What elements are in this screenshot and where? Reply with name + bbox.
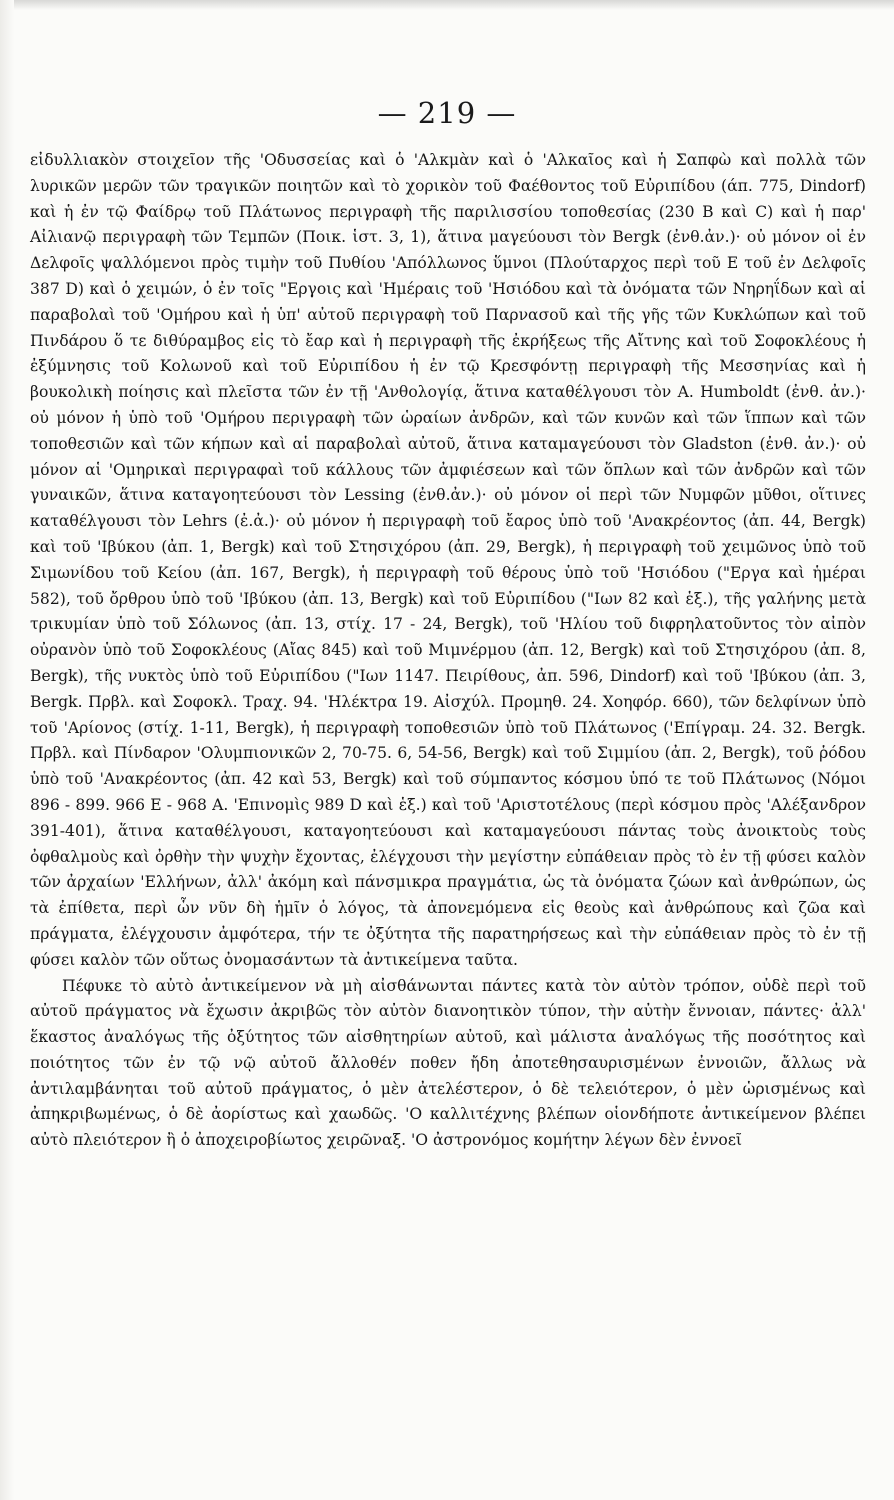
scan-left-edge — [0, 0, 14, 1500]
paragraph-1: εἰδυλλιακὸν στοιχεῖον τῆς 'Οδυσσείας καὶ ὁ 'Αλκμὰν καὶ ὁ 'Αλκαῖος καὶ ἡ Σαπφὼ καὶ πολλὰ τῶν λυρικῶν μερῶν τῶν τραγικῶν ποιητῶν καὶ τὸ χορικὸν τοῦ Φαέθοντος τοῦ Εὐριπίδου (άπ. 775, Dindorf) καὶ ἡ ἐν τῷ Φαίδρῳ τοῦ Πλάτωνος περιγραφὴ τῆς παριλισσίου τοποθεσίας (230 B καὶ C) καὶ ἡ παρ' Αἰλιανῷ περιγραφὴ τῶν Τεμπῶν (Ποικ. ἱστ. 3, 1), ἅτινα μαγεύουσι τὸν Bergk (ἐνθ.ἀν.)· οὐ μόνον οἱ ἐν Δελφοῖς ψαλλόμενοι πρὸς τιμὴν τοῦ Πυθίου 'Απόλλωνος ὕμνοι (Πλούταρχος περὶ τοῦ E τοῦ ἐν Δελφοῖς 387 D) καὶ ὁ χειμών, ὁ ἐν τοῖς "Εργοις καὶ 'Ημέραις τοῦ 'Ησιόδου καὶ τὰ ὀνόματα τῶν Νηρηΐδων καὶ αἱ παραβολαὶ τοῦ 'Ομήρου καὶ ἡ ὑπ' αὐτοῦ περιγραφὴ τοῦ Παρνασοῦ καὶ τῆς γῆς τῶν Κυκλώπων καὶ τοῦ Πινδάρου ὅ τε διθύραμβος εἰς τὸ ἔαρ καὶ ἡ περιγραφὴ τῆς ἐκρήξεως τῆς Αἴτνης καὶ τοῦ Σοφοκλέους ἡ ἐξύμνησις τοῦ Κολωνοῦ καὶ τοῦ Εὐριπίδου ἡ ἐν τῷ Κρεσφόντῃ περιγραφὴ τῆς Μεσσηνίας καὶ ἡ βουκολικὴ ποίησις καὶ πλεῖστα τῶν ἐν τῇ 'Ανθολογίᾳ, ἅτινα καταθέλγουσι τὸν A. Humboldt (ἐνθ. ἀν.)· οὐ μόνον ἡ ὑπὸ τοῦ 'Ομήρου περιγραφὴ τῶν ὡραίων ἀνδρῶν, καὶ τῶν κυνῶν καὶ τῶν ἵππων καὶ τῶν τοποθεσιῶν καὶ τῶν κήπων καὶ αἱ παραβολαὶ αὐτοῦ, ἅτινα καταμαγεύουσι τὸν Gladston (ἐνθ. ἀν.)· οὐ μόνον αἱ 'Ομηρικαὶ περιγραφαὶ τοῦ κάλλους τῶν ἀμφιέσεων καὶ τῶν ὅπλων καὶ τῶν ἀνδρῶν καὶ τῶν γυναικῶν, ἅτινα καταγοητεύουσι τὸν Lessing (ἐνθ.ἀν.)· οὐ μόνον οἱ περὶ τῶν Νυμφῶν μῦθοι, οἵτινες καταθέλγουσι τὸν Lehrs (ἐ.ἀ.)· οὐ μόνον ἡ περιγραφὴ τοῦ ἔαρος ὑπὸ τοῦ 'Ανακρέοντος (ἀπ. 44, Bergk) καὶ τοῦ 'Ιβύκου (ἀπ. 1, Bergk) καὶ τοῦ Στησιχόρου (ἀπ. 29, Bergk), ἡ περιγραφὴ τοῦ χειμῶνος ὑπὸ τοῦ Σιμωνίδου τοῦ Κείου (ἀπ. 167, Bergk), ἡ περιγραφὴ τοῦ θέρους ὑπὸ τοῦ 'Ησιόδου ("Εργα καὶ ἡμέραι 582), τοῦ ὄρθρου ὑπὸ τοῦ 'Ιβύκου (ἀπ. 13, Bergk) καὶ τοῦ Εὐριπίδου ("Ιων 82 καὶ ἑξ.), τῆς γαλήνης μετὰ τρικυμίαν ὑπὸ τοῦ Σόλωνος (ἀπ. 13, στίχ. 17 - 24, Bergk), τοῦ 'Ηλίου τοῦ διφρηλατοῦντος τὸν αἰπὸν οὐρανὸν ὑπὸ τοῦ Σοφοκλέους (Αἴας 845) καὶ τοῦ Μιμνέρμου (ἀπ. 12, Bergk) καὶ τοῦ Στησιχόρου (ἀπ. 8, Bergk), τῆς νυκτὸς ὑπὸ τοῦ Εὐριπίδου ("Ιων 1147. Πειρίθους, ἀπ. 596, Dindorf) καὶ τοῦ 'Ιβύκου (ἀπ. 3, Bergk. Πρβλ. καὶ Σοφοκλ. Τραχ. 94. 'Ηλέκτρα 19. Αἰσχύλ. Προμηθ. 24. Χοηφόρ. 660), τῶν δελφίνων ὑπὸ τοῦ 'Αρίονος (στίχ. 1-11, Bergk), ἡ περιγραφὴ τοποθεσιῶν ὑπὸ τοῦ Πλάτωνος ('Επίγραμ. 24. 32. Bergk. Πρβλ. καὶ Πίνδαρον 'Ολυμπιονικῶν 2, 70-75. 6, 54-56, Bergk) καὶ τοῦ Σιμμίου (ἀπ. 2, Bergk), τοῦ ῥόδου ὑπὸ τοῦ 'Ανακρέοντος (ἀπ. 42 καὶ 53, Bergk) καὶ τοῦ σύμπαντος κόσμου ὑπό τε τοῦ Πλάτωνος (Νόμοι 896 - 899. 966 E - 968 A. 'Επινομὶς 989 D καὶ ἑξ.) καὶ τοῦ 'Αριστοτέλους (περὶ κόσμου πρὸς 'Αλέξανδρον 391-401), ἅτινα καταθέλγουσι, καταγοητεύουσι καὶ καταμαγεύουσι πάντας τοὺς ἀνοικτοὺς τοὺς ὀφθαλμοὺς καὶ ὀρθὴν τὴν ψυχὴν ἔχοντας, ἐλέγχουσι τὴν μεγίστην εὐπάθειαν πρὸς τὸ ἐν τῇ φύσει καλὸν τῶν ἀρχαίων 'Ελλήνων, ἀλλ' ἀκόμη καὶ πάνσμικρα πραγμάτια, ὡς τὰ ὀνόματα ζώων καὶ ἀνθρώπων, ὡς τὰ ἐπίθετα, περὶ ὧν νῦν δὴ ἡμῖν ὁ λόγος, τὰ ἀπονεμόμενα εἰς θεοὺς καὶ ἀνθρώπους καὶ ζῶα καὶ πράγματα, ἐλέγχουσιν ἀμφότερα, τήν τε ὀξύτητα τῆς παρατηρήσεως καὶ τὴν εὐπάθειαν πρὸς τὸ ἐν τῇ φύσει καλὸν τῶν οὕτως ὀνομασάντων τὰ ἀντικείμενα ταῦτα. — [30, 151, 866, 969]
page-number: — 219 — — [377, 96, 517, 130]
paragraph-2: Πέφυκε τὸ αὐτὸ ἀντικείμενον νὰ μὴ αἰσθάνωνται πάντες κατὰ τὸν αὐτὸν τρόπον, οὐδὲ περὶ τοῦ αὐτοῦ πράγματος νὰ ἔχωσιν ἀκριβῶς τὸν αὐτὸν διανοητικὸν τύπον, τὴν αὐτὴν ἔννοιαν, πάντες· ἀλλ' ἕκαστος ἀναλόγως τῆς ὀξύτητος τῶν αἰσθητηρίων αὐτοῦ, καὶ μάλιστα ἀναλόγως τῆς ποσότητος καὶ ποιότητος τῶν ἐν τῷ νῷ αὐτοῦ ἄλλοθέν ποθεν ἤδη ἀποτεθησαυρισμένων ἐννοιῶν, ἄλλως νὰ ἀντιλαμβάνηται τοῦ αὐτοῦ πράγματος, ὁ μὲν ἀτελέστερον, ὁ δὲ τελειότερον, ὁ μὲν ὡρισμένως καὶ ἀπηκριβωμένως, ὁ δὲ ἀορίστως καὶ χαωδῶς. 'Ο καλλιτέχνης βλέπων οἱονδήποτε ἀντικείμενον βλέπει αὐτὸ πλειότερον ἢ ὁ ἀποχειροβίωτος χειρῶναξ. 'Ο ἀστρονόμος κομήτην λέγων δὲν ἐννοεῖ — [30, 976, 866, 1150]
body-text — [30, 148, 866, 1154]
scan-top-edge — [0, 0, 894, 10]
